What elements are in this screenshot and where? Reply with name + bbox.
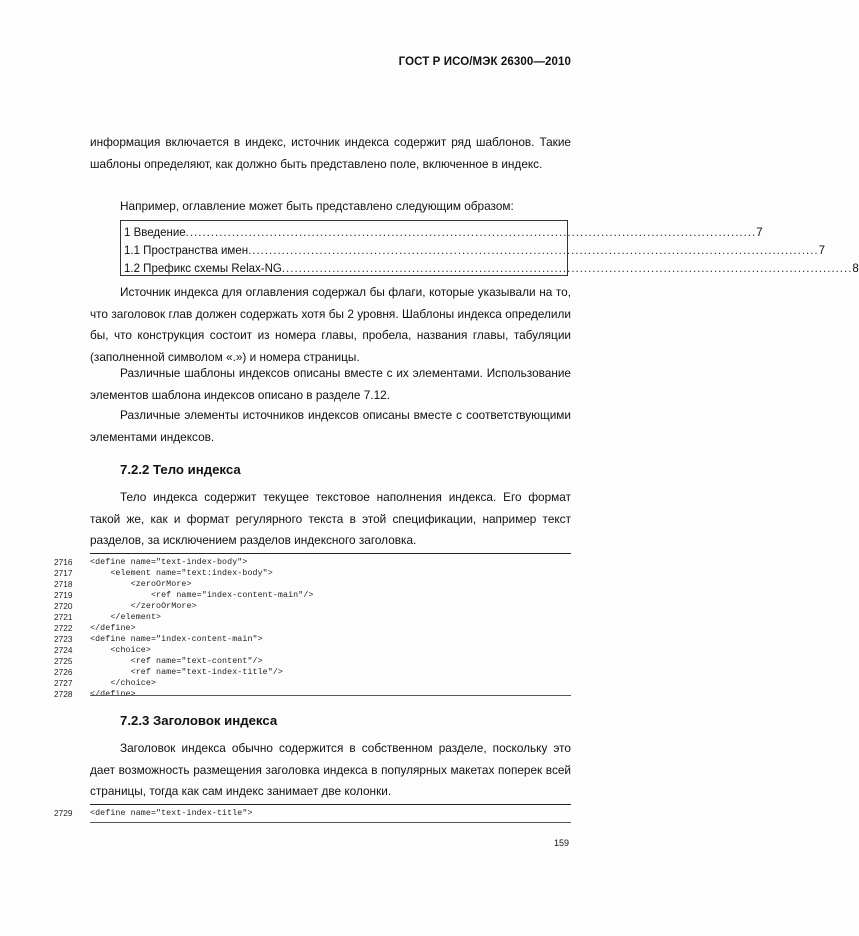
code-line: [0, 579, 661, 590]
toc-label: 1.1 Пространства имен: [124, 245, 249, 257]
paragraph-elements: Различные элементы источников индексов описаны вместе с соответствующими элементами индексов.: [90, 408, 571, 444]
toc-label: 1 Введение: [124, 227, 186, 239]
code-text: </choice>: [90, 679, 157, 688]
code-rule-top: [90, 553, 571, 554]
code-rule-top: [90, 804, 571, 805]
toc-example-box: [120, 220, 859, 276]
paragraph-templates: Различные шаблоны индексов описаны вместе с их элементами. Использование элементов шаблона индексов описано в разделе 7.12.: [90, 366, 571, 402]
code-text: <choice>: [90, 646, 151, 655]
paragraph-index-body: Тело индекса содержит текущее текстовое наполнения индекса. Его формат такой же, как и формат регулярного текста в этой спецификации, например текст разделов, за исключением разделов индексного заголовка.: [90, 490, 571, 547]
code-rule-bottom: [90, 695, 571, 696]
line-number: 2721: [54, 612, 73, 622]
toc-leader: ........................................................................................................................................: [185, 227, 757, 239]
paragraph-index-source: Источник индекса для оглавления содержал бы флаги, которые указывали на то, что заголовок глав должен содержать хотя бы 2 уровня. Шаблоны индекса определили бы, что конструкция состоит из номера главы, пробела, названия главы, табуляции (заполненной символом «.») и номера страницы.: [90, 285, 571, 364]
code-rule-bottom: [90, 822, 571, 823]
toc-label: 1.2 Префикс схемы Relax-NG: [124, 263, 282, 275]
code-line: [0, 678, 661, 689]
section-heading-index-title: 7.2.3 Заголовок индекса: [120, 713, 278, 728]
paragraph-example: Например, оглавление может быть представлено следующим образом:: [120, 199, 514, 213]
code-text: <ref name="text-index-title"/>: [90, 668, 283, 677]
code-text: <define name="text-index-title">: [90, 809, 253, 818]
code-text: <ref name="index-content-main"/>: [90, 591, 314, 600]
code-text: <element name="text:index-body">: [90, 569, 273, 578]
line-number: 2727: [54, 678, 73, 688]
line-number: 2717: [54, 568, 73, 578]
code-text: </define>: [90, 690, 136, 699]
toc-page: 7: [818, 245, 826, 257]
toc-leader: ........................................................................................................................................: [248, 245, 819, 257]
section-heading-index-body: 7.2.2 Тело индекса: [120, 462, 241, 477]
code-line: [0, 568, 661, 579]
code-line: [0, 808, 661, 819]
line-number: 2718: [54, 579, 73, 589]
toc-row: [124, 239, 826, 257]
code-line: [0, 623, 661, 634]
code-line: [0, 645, 661, 656]
line-number: 2728: [54, 689, 73, 699]
code-line: [0, 612, 661, 623]
code-line: [0, 634, 661, 645]
code-text: <zeroOrMore>: [90, 580, 192, 589]
paragraph-index-title: Заголовок индекса обычно содержится в собственном разделе, поскольку это дает возможность размещения заголовка индекса в популярных макетах поперек всей страницы, тогда как сам индекс занимает две колонки.: [90, 741, 571, 798]
code-line: [0, 590, 661, 601]
line-number: 2723: [54, 634, 73, 644]
code-text: </zeroOrMore>: [90, 602, 197, 611]
code-line: [0, 601, 661, 612]
paragraph-intro: информация включается в индекс, источник индекса содержит ряд шаблонов. Такие шаблоны определяют, как должно быть представлено поле, включенное в индекс.: [90, 135, 571, 171]
line-number: 2725: [54, 656, 73, 666]
code-text: <ref name="text-content"/>: [90, 657, 263, 666]
line-number: 2722: [54, 623, 73, 633]
code-text: </element>: [90, 613, 162, 622]
line-number: 2719: [54, 590, 73, 600]
line-number: 2720: [54, 601, 73, 611]
standard-header: ГОСТ Р ИСО/МЭК 26300—2010: [398, 56, 571, 68]
line-number: 2726: [54, 667, 73, 677]
toc-leader: ........................................................................................................................................: [281, 263, 853, 275]
line-number: 2716: [54, 557, 73, 567]
toc-page: 7: [756, 227, 763, 239]
code-text: <define name="index-content-main">: [90, 635, 263, 644]
toc-page: 8: [852, 263, 859, 275]
code-line: [0, 656, 661, 667]
line-number: 2729: [54, 808, 73, 818]
code-line: [0, 557, 661, 568]
code-text: </define>: [90, 624, 136, 633]
line-number: 2724: [54, 645, 73, 655]
page-number: 159: [553, 838, 569, 848]
code-line: [0, 667, 661, 678]
toc-row: [124, 221, 763, 239]
code-text: <define name="text-index-body">: [90, 558, 248, 567]
toc-row: [124, 257, 859, 275]
